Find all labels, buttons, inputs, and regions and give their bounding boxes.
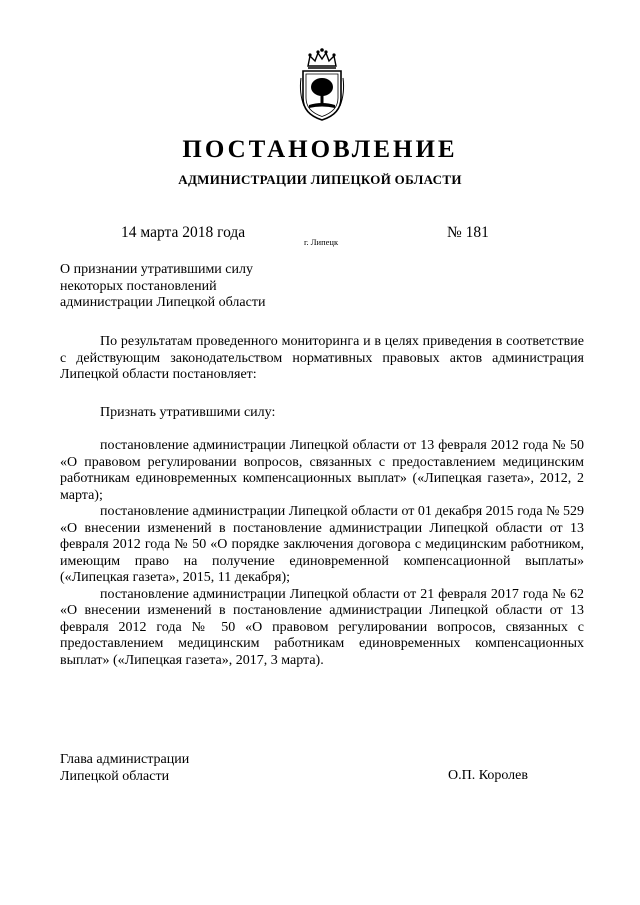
subject-line: О признании утратившими силу [60, 262, 253, 277]
body-paragraph-item: постановление администрации Липецкой области от 21 февраля 2017 года № 62 «О внесении изменений в постановление администрации Липецкой области от 13 февраля 2012 года № 50 «О правовом регулировании вопросов, связанных с предоставлением медицинским работникам единовременных компенсационных выплат» («Липецкая газета», 2017, 3 марта). [60, 586, 584, 668]
document-date: 14 марта 2018 года [121, 224, 246, 241]
document-city: г. Липецк [304, 237, 339, 247]
subject-line: некоторых постановлений [60, 278, 217, 294]
document-number: № 181 [447, 224, 489, 241]
signatory-position-line: Глава администрации [60, 752, 190, 767]
body-paragraph-item: постановление администрации Липецкой области от 13 февраля 2012 года № 50 «О правовом регулировании вопросов, связанных с предоставлением медицинским работникам единовременных компенсационных выплат» («Липецкая газета», 2012, 2 марта); [60, 438, 584, 503]
subject-line: администрации Липецкой области [60, 295, 266, 310]
document-subject [60, 262, 360, 312]
document-body [60, 334, 584, 669]
body-paragraph-resolution: Признать утратившими силу: [100, 404, 276, 420]
signatory-name: О.П. Королев [448, 768, 528, 783]
coat-of-arms-icon [298, 48, 346, 122]
signatory-position-line: Липецкой области [60, 769, 170, 784]
body-paragraph-preamble: По результатам проведенного мониторинга и в целях приведения в соответствие с действующим законодательством нормативных правовых актов администрация Липецкой области постановляет: [60, 334, 584, 382]
body-paragraph-item: постановление администрации Липецкой области от 01 декабря 2015 года № 529 «О внесении изменений в постановление администрации Липецкой области от 13 февраля 2012 года № 50 «О порядке заключения договора с медицинским работником, имеющим право на получение единовременной компенсационной выплаты» («Липецкая газета», 2015, 11 декабря); [60, 504, 584, 585]
document-title: ПОСТАНОВЛЕНИЕ [182, 136, 458, 163]
document-issuer: АДМИНИСТРАЦИИ ЛИПЕЦКОЙ ОБЛАСТИ [178, 172, 462, 187]
signatory-position [60, 751, 189, 785]
